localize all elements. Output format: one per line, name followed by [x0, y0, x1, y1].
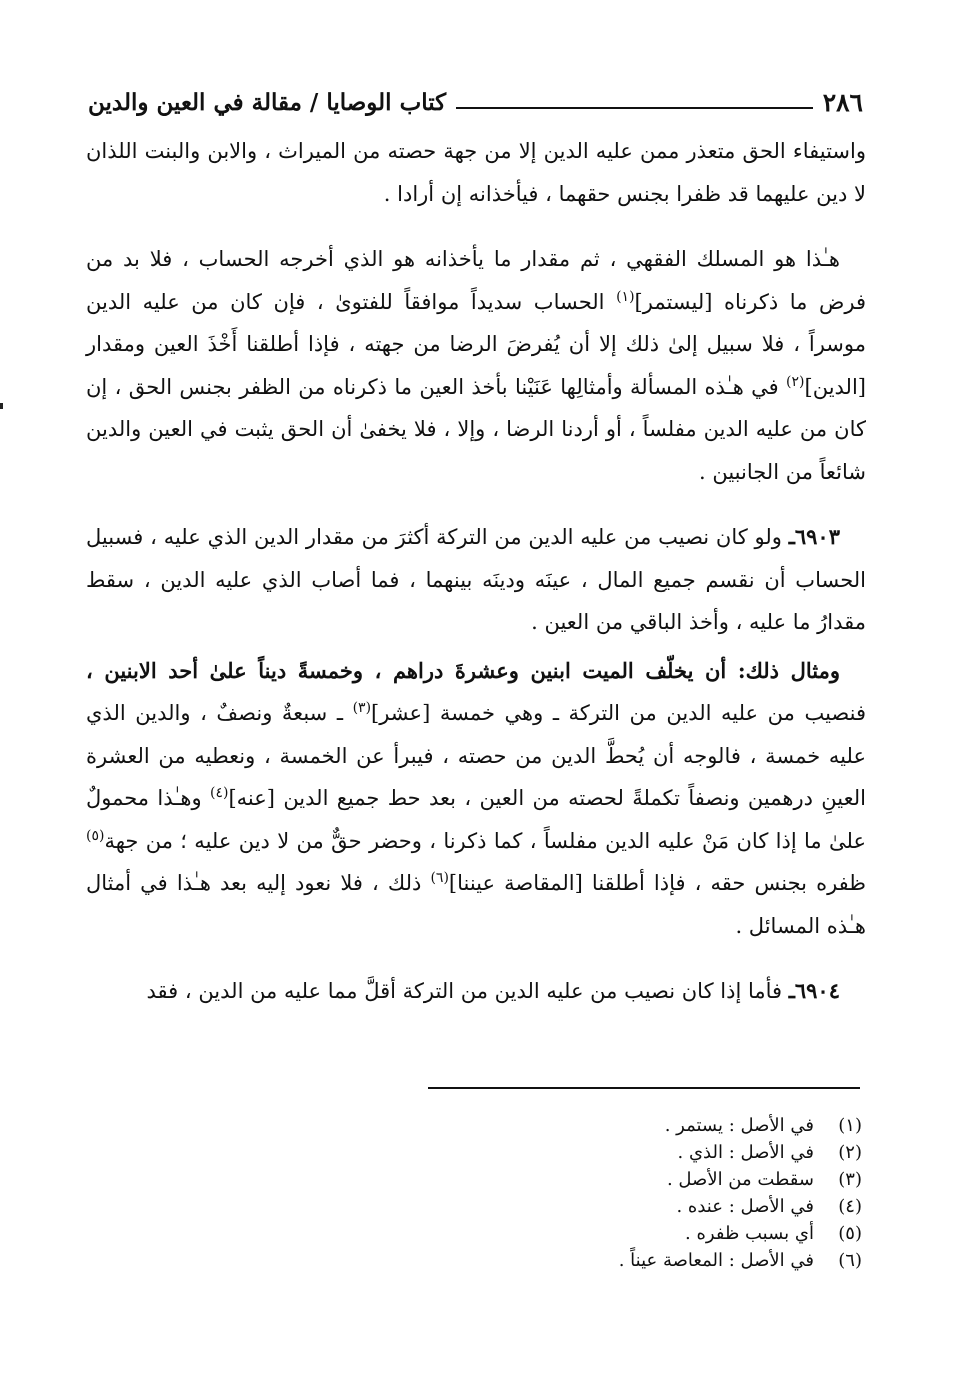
paragraph-2-text-b: الحساب سديداً موافقاً للفتوىٰ ، فإن كان من عليه الدين موسراً ، فلا سبيل إلىٰ ذلك إلا أن يُفرضَ الرضا من جهته ، فإذا أطلقنا أَخْذَ العين ومقدار [الدين] [86, 289, 866, 399]
paragraph-1 [86, 130, 866, 215]
main-text [86, 130, 866, 1013]
footnote-item [420, 1220, 862, 1247]
footnote-number: (٢) [838, 1142, 862, 1163]
paragraph-6903-text: ولو كان نصيب من عليه الدين من التركة أكثرَ من مقدار الدين الذي عليه ، فسبيل الحساب أن نقسم جميع المال ، عينَه ودينَه بينهما ، فما أصاب الذي عليه الدين ، سقط مقدارُ ما عليه ، وأخذ الباقي من العين . [86, 525, 866, 634]
footnote-number: (٦) [838, 1250, 862, 1271]
issue-number-6903: ٦٩٠٣ـ [788, 524, 840, 549]
header-rule [456, 107, 813, 109]
footnote-number: (٣) [838, 1169, 862, 1190]
footnote-ref-1: (١) [616, 288, 635, 305]
example-text-c: وهـٰذا محمولٌ علىٰ ما إذا كان مَنْ عليه الدين مفلساً ، كما ذكرنا ، وحضر حقٌّ من لا دين عليه ؛ من جهة [86, 786, 866, 853]
footnote-item [420, 1139, 862, 1166]
paragraph-6903 [86, 516, 866, 644]
footnote-ref-3: (٣) [352, 700, 372, 716]
footnote-ref-4: (٤) [209, 785, 229, 801]
footnote-number: (٤) [838, 1196, 862, 1217]
footnote-text: في الأصل : عنده . [676, 1196, 814, 1217]
footnote-number: (١) [838, 1115, 862, 1136]
issue-number-6904: ٦٩٠٤ـ [788, 978, 840, 1003]
footnote-item [420, 1112, 862, 1139]
paragraph-6904-text: فأما إذا كان نصيب من عليه الدين من التركة أقلَّ مما عليه من الدين ، فقد [146, 979, 789, 1003]
footnote-number: (٥) [838, 1223, 862, 1244]
scan-edge-mark [0, 403, 3, 409]
example-text-e: ذلك ، فلا نعود إليه بعد هـٰذا في أمثال هـٰذه المسائل . [86, 871, 866, 938]
footnote-ref-2: (٢) [786, 373, 805, 390]
running-title: كتاب الوصايا / مقالة في العين والدين [88, 88, 447, 116]
paragraph-6904 [86, 970, 866, 1013]
footnote-text: أي بسبب ظفره . [685, 1223, 814, 1244]
paragraph-2-text-c: في هـٰذه المسألة وأمثالِها عَنَيْنا بأخذ العين ما ذكرناه من الظفر بجنس الحق ، إن كان من عليه الدين مفلساً ، أو أردنا الرضا ، وإلا ، فلا يخفىٰ أن الحق يثبت في العين والدين شائعاً من الجانبين . [86, 374, 866, 484]
paragraph-example [86, 650, 866, 948]
page-header [88, 82, 863, 122]
paragraph-2-text-a: هـٰذا هو المسلك الفقهي ، ثم مقدار ما يأخذانه هو الذي أخرجه الحساب ، فلا بد من فرض ما ذكرناه [ليستمر] [86, 247, 866, 314]
footnotes [420, 1112, 862, 1274]
example-text-b: ـ سبعةٌ ونصفٌ ، والدين الذي عليه خمسة ، فالوجه أن يُحطَّ الدين من حصته ، فيبرأ عن الخمسة ، ونعطيه من العشرة العينِ درهمين ونصفاً تكملةً لحصته من العين ، بعد حط جميع الدين [عنه] [86, 701, 866, 810]
footnote-item [420, 1166, 862, 1193]
footnote-text: في الأصل : المعاصة عيناً . [618, 1250, 814, 1271]
example-intro: ومثال ذلك: أن يخلّف الميت ابنين وعشرةَ دراهم ، وخمسةً ديناً علىٰ أحد الابنين ، [86, 657, 840, 683]
footnote-ref-5: (٥) [86, 827, 105, 844]
footnote-item [420, 1247, 862, 1274]
page-number: ٢٨٦ [822, 87, 863, 117]
footnote-text: في الأصل : يستمر . [664, 1115, 814, 1136]
paragraph-2 [86, 238, 866, 493]
footnote-text: في الأصل : الذي . [677, 1142, 814, 1163]
footnote-ref-6: (٦) [430, 870, 449, 886]
footnote-text: سقطت من الأصل . [666, 1169, 814, 1190]
paragraph-1-text: واستيفاء الحق متعذر ممن عليه الدين إلا من جهة حصته من الميراث ، والابن والبنت اللذان لا دين عليهما قد ظفرا بجنس حقهما ، فيأخذانه إن أرادا . [86, 139, 866, 206]
example-text-d: ظفره بجنس حقه ، فإذا أطلقنا [المقاصة عيننا] [448, 871, 866, 895]
footnote-item [420, 1193, 862, 1220]
example-text-a: فنصيب من عليه الدين من التركة ـ وهي خمسة [عشر] [371, 701, 867, 725]
footnote-divider [428, 1087, 860, 1089]
